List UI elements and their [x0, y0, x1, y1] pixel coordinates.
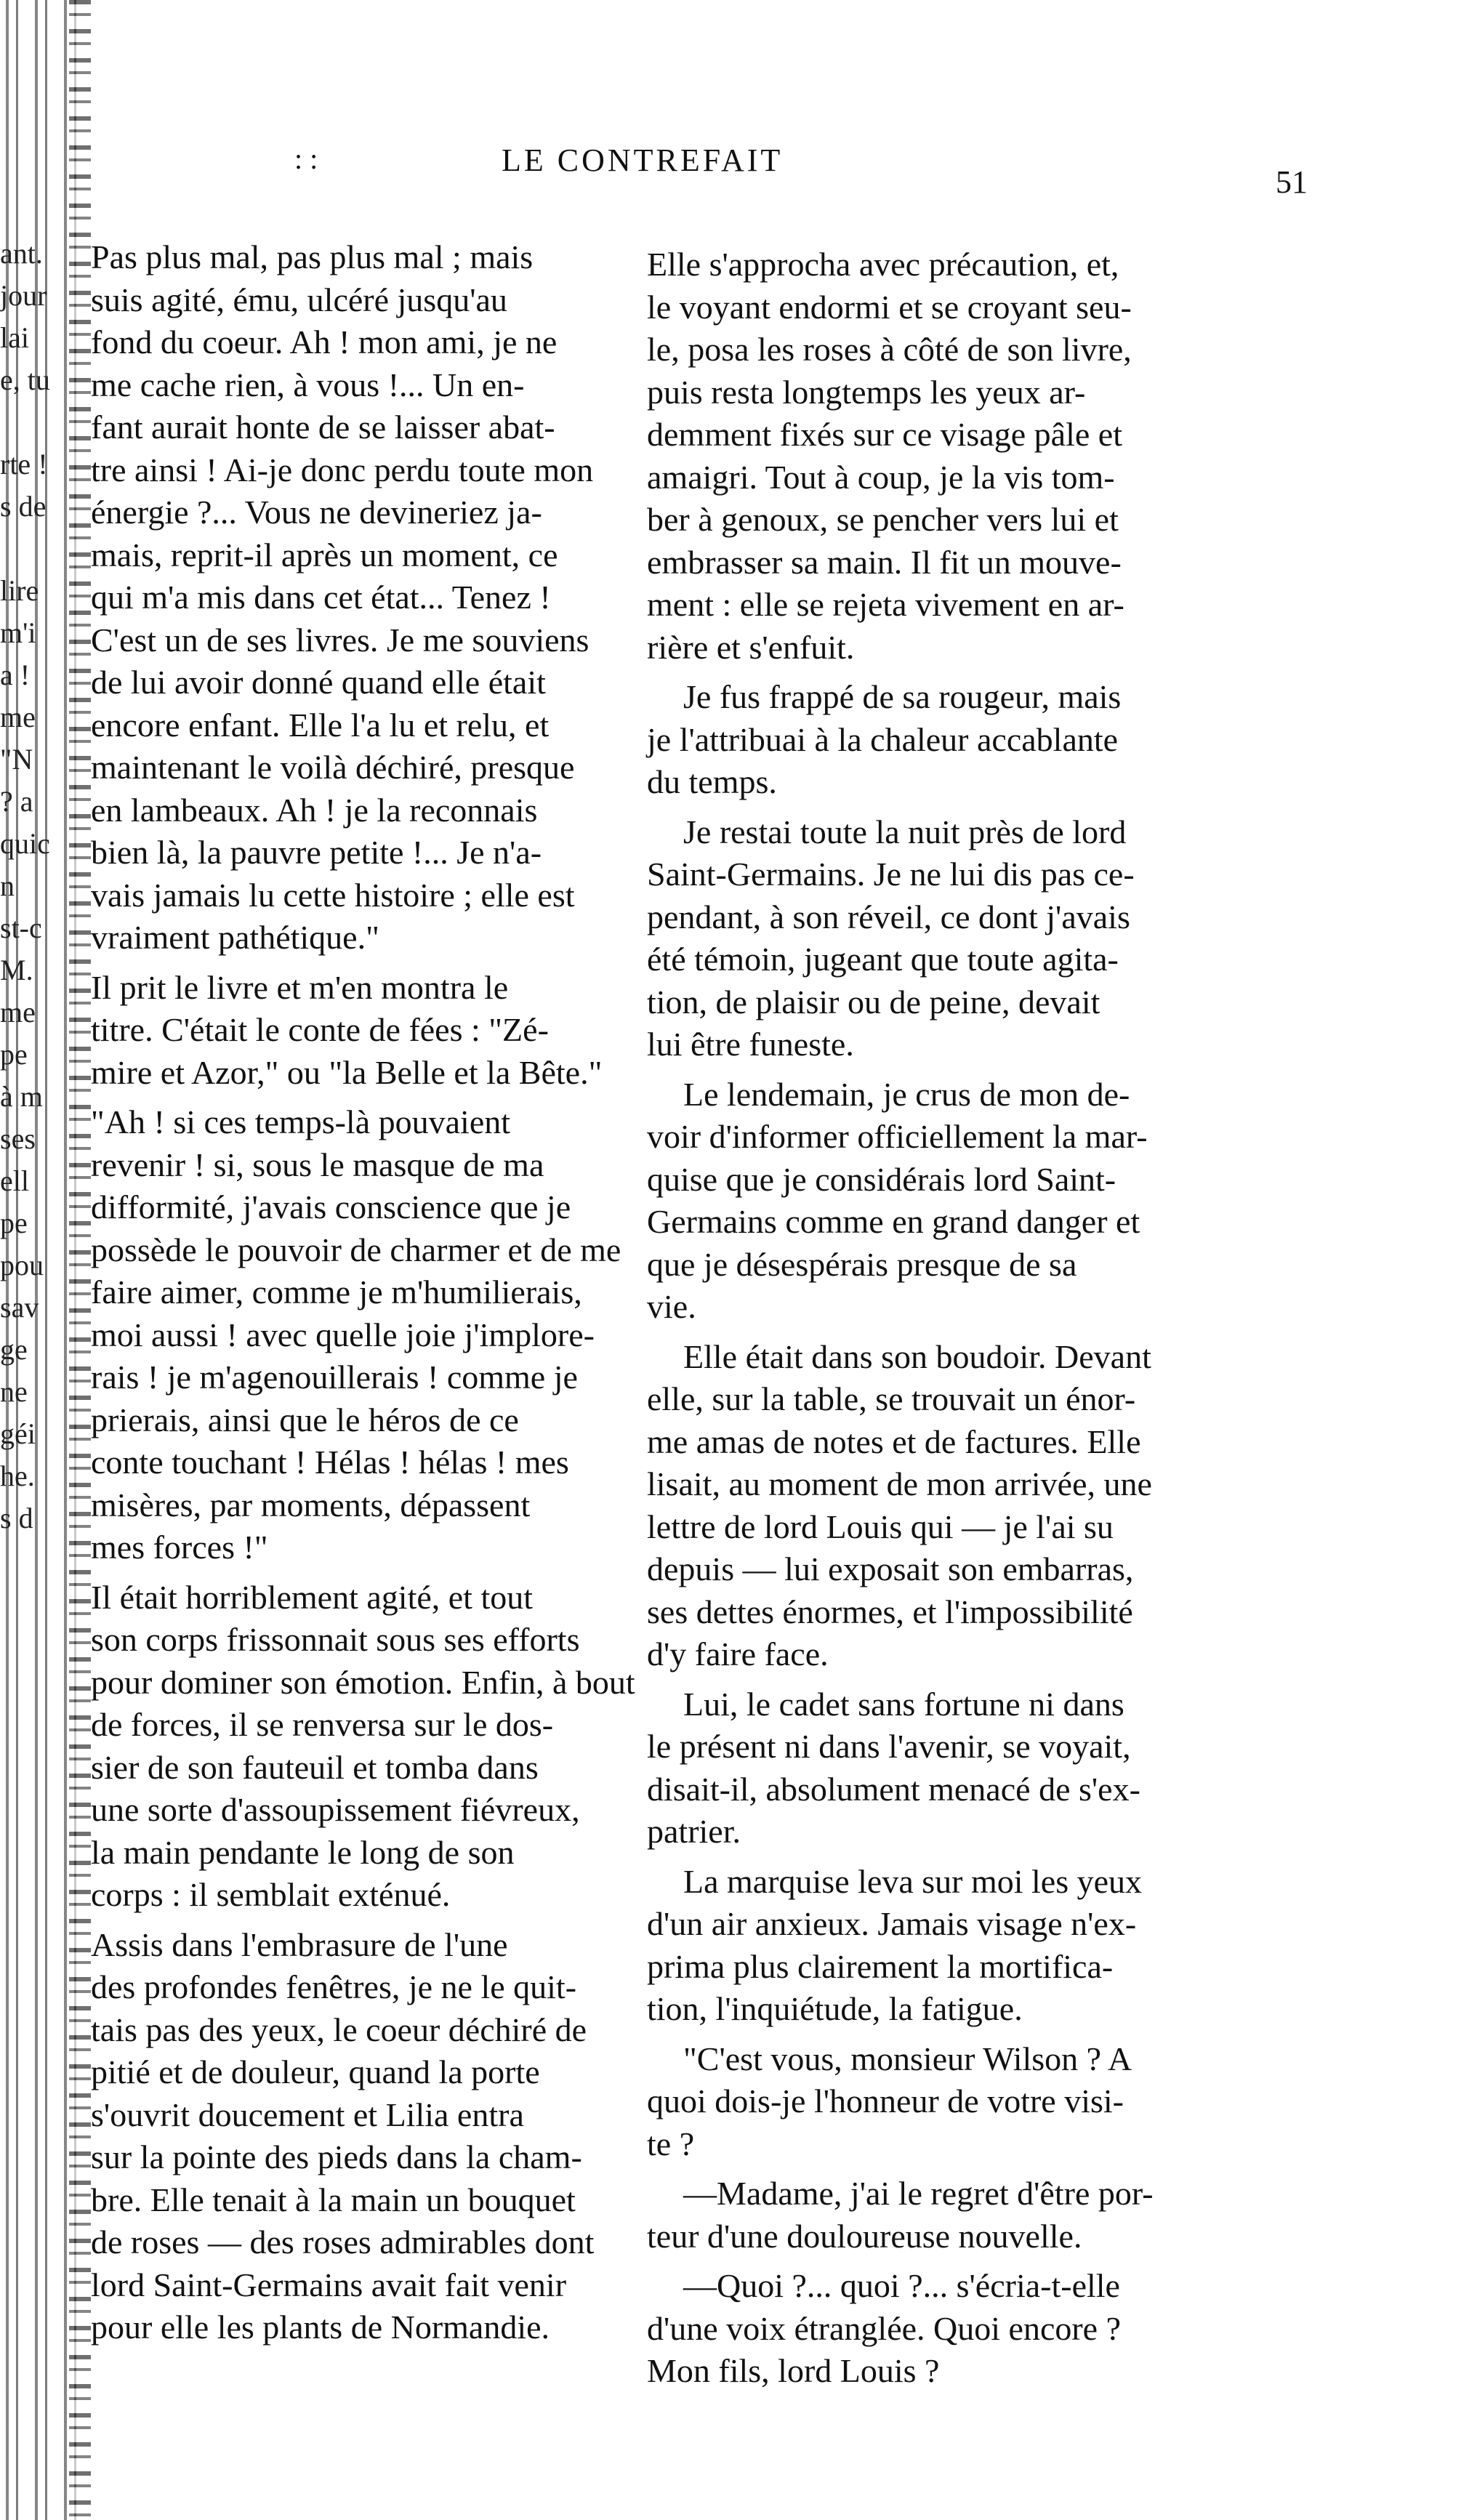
previous-page-edge-fragments	[0, 233, 80, 1539]
paragraph: Assis dans l'embrasure de l'une des profondes fenêtres, je ne le quit- tais pas des yeux, le coeur déchiré de pitié et de douleur, quand la porte s'ouvrit doucement et Lilia entra sur la pointe des pieds dans la cham- bre. Elle tenait à la main un bouquet de roses — des roses admirables dont lord Saint-Germains avait fait venir pour elle les plants de Normandie.	[91, 1925, 595, 2346]
edge-fragment: sav	[0, 1291, 39, 1324]
edge-fragment	[0, 401, 80, 443]
edge-fragment: n	[0, 869, 15, 902]
edge-fragment: jour	[0, 279, 47, 312]
edge-fragment: lire	[0, 574, 39, 607]
paragraph: Lui, le cadet sans fortune ni dans le présent ni dans l'avenir, se voyait, disait-il, absolument menacé de s'ex- patrier.	[647, 1685, 1140, 1850]
left-column	[91, 236, 651, 2356]
edge-fragment: ell	[0, 1164, 29, 1197]
right-column	[647, 243, 1316, 2400]
edge-fragment: me	[0, 996, 36, 1028]
edge-fragment: pe	[0, 1038, 28, 1071]
edge-fragment: quic	[0, 827, 50, 860]
edge-fragment: st-c	[0, 911, 42, 944]
edge-fragment: rte !	[0, 448, 48, 480]
paragraph: Il prit le livre et m'en montra le titre. C'était le conte de fées : "Zé- mire et Azor," ou "la Belle et la Bête."	[91, 968, 603, 1091]
paragraph: —Madame, j'ai le regret d'être por- teur d'une douloureuse nouvelle.	[647, 2175, 1154, 2255]
paragraph: La marquise leva sur moi les yeux d'un air anxieux. Jamais visage n'ex- prima plus clairement la mortifica- tion, l'inquiétude, la fatigue.	[647, 1862, 1143, 2027]
edge-fragment: he.	[0, 1460, 35, 1492]
paragraph: —Quoi ?... quoi ?... s'écria-t-elle d'une voix étranglée. Quoi encore ? Mon fils, lord Louis ?	[647, 2267, 1122, 2389]
edge-fragment	[0, 528, 80, 570]
edge-fragment: a !	[0, 659, 31, 691]
edge-fragment: s de	[0, 490, 47, 523]
paragraph: Je fus frappé de sa rougeur, mais je l'attribuai à la chaleur accablante du temps.	[647, 678, 1122, 800]
paragraph: "Ah ! si ces temps-là pouvaient revenir ! si, sous le masque de ma difformité, j'avais conscience que je possède le pouvoir de charmer et de me faire aimer, comme je m'humilierais, moi aussi ! avec quelle joie j'implore- rais ! je m'agenouillerais ! comme je prierais, ainsi que le héros de ce conte touchant ! Hélas ! hélas ! mes misères, par moments, dépassent mes forces !"	[91, 1103, 621, 1566]
page-number: 51	[1276, 164, 1308, 200]
edge-fragment: m'i	[0, 616, 36, 649]
edge-fragment: ? a	[0, 785, 33, 818]
edge-fragment: me	[0, 701, 36, 733]
paragraph: Je restai toute la nuit près de lord Saint-Germains. Je ne lui dis pas ce- pendant, à son réveil, ce dont j'avais été témoin, jugeant que toute agita- tion, de plaisir ou de peine, devait lui être funeste.	[647, 813, 1135, 1063]
edge-fragment: s d	[0, 1502, 33, 1534]
edge-fragment: géi	[0, 1417, 36, 1450]
edge-fragment: pe	[0, 1207, 28, 1239]
edge-fragment: "N	[0, 743, 33, 776]
paragraph: Il était horriblement agité, et tout son corps frissonnait sous ses efforts pour dominer son émotion. Enfin, à bout de forces, il se renversa sur le dos- sier de son fauteuil et tomba dans une sorte d'assoupissement fiévreux, la main pendante le long de son corps : il semblait exténué.	[91, 1578, 635, 1913]
edge-fragment: e, tu	[0, 363, 50, 396]
paragraph: Pas plus mal, pas plus mal ; mais suis agité, ému, ulcéré jusqu'au fond du coeur. Ah ! mon ami, je ne me cache rien, à vous !... Un en- fant aurait honte de se laisser abat- tre ainsi ! Ai-je donc perdu toute mon énergie ?... Vous ne devineriez ja- mais, reprit-il après un moment, ce qui m'a mis dans cet état... Tenez ! C'est un de ses livres. Je me souviens de lui avoir donné quand elle était encore enfant. Elle l'a lu et relu, et maintenant le voilà déchiré, presque en lambeaux. Ah ! je la reconnais bien là, la pauvre petite !... Je n'a- vais jamais lu cette histoire ; elle est vraiment pathétique."	[91, 238, 594, 956]
paragraph: Le lendemain, je crus de mon de- voir d'informer officiellement la mar- quise que je considérais lord Saint- Germains comme en grand danger et que je désespérais presque de sa vie.	[647, 1075, 1148, 1325]
edge-fragment: lai	[0, 321, 29, 354]
edge-fragment: pou	[0, 1249, 44, 1281]
paragraph: Elle s'approcha avec précaution, et, le voyant endormi et se croyant seu- le, posa les roses à côté de son livre, puis resta longtemps les yeux ar- demment fixés sur ce visage pâle et amaigri. Tout à coup, je la vis tom- ber à genoux, se pencher vers lui et embrasser sa main. Il fit un mouve- ment : elle se rejeta vivement en ar- rière et s'enfuit.	[647, 246, 1132, 666]
edge-fragment: ant.	[0, 237, 43, 270]
edge-fragment: à m	[0, 1080, 43, 1113]
edge-fragment: M.	[0, 954, 33, 986]
edge-fragment: ne	[0, 1375, 28, 1408]
edge-fragment: ses	[0, 1122, 36, 1155]
paragraph: "C'est vous, monsieur Wilson ? A quoi dois-je l'honneur de votre visi- te ?	[647, 2040, 1132, 2162]
edge-fragment: ge	[0, 1333, 28, 1366]
header-marks: : :	[294, 142, 318, 175]
paragraph: Elle était dans son boudoir. Devant elle, sur la table, se trouvait un énor- me amas de notes et de factures. Elle lisait, au moment de mon arrivée, une lettre de lord Louis qui — je l'ai su depuis — lui exposait son embarras, ses dettes énormes, et l'impossibilité d'y faire face.	[647, 1337, 1152, 1672]
running-title: LE CONTREFAIT	[502, 142, 784, 178]
